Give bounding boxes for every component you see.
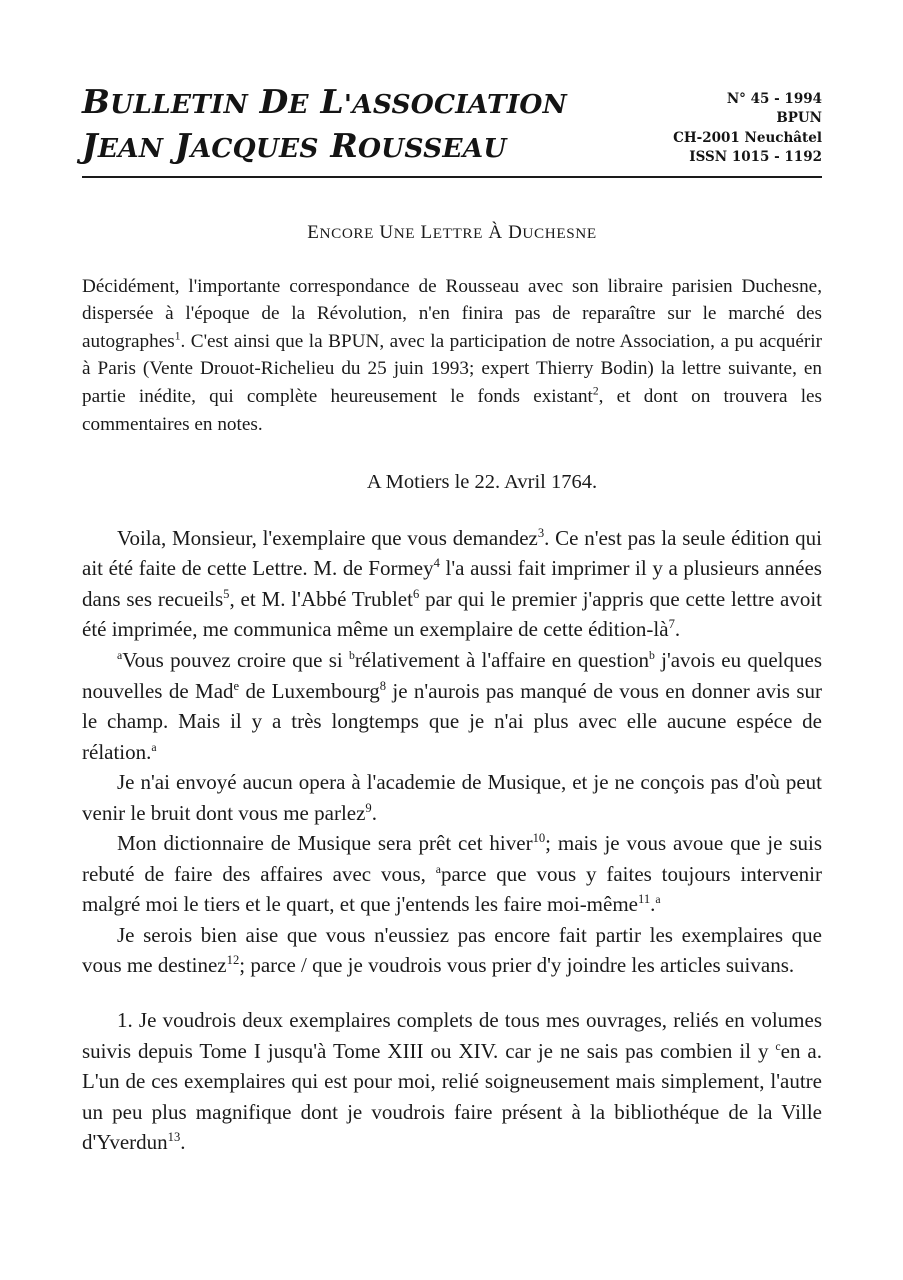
p6-text-b: en a. L'un de ces exemplaires qui est pour moi, relié soigneusement mais simplement, l'autre un peu plus magnifique dont je voudrois faire présent à la bibliothéque de la Ville d'Yverdun [82,1038,822,1155]
footnote-marker-13: 13 [167,1130,181,1145]
letter-paragraph-4 [82,828,822,920]
variant-marker-a-open-2: a [435,862,441,876]
footnote-marker-3: 3 [537,525,545,540]
p5-text-a: Je serois bien aise que vous n'eussiez pas encore fait partir les exemplaires que vous me destinez [82,922,822,978]
p5-text-b: ; parce / que je voudrois vous prier d'y joindre les articles suivans. [239,953,795,978]
article-title: ENCORE UNE LETTRE À DUCHESNE [307,222,597,243]
p1-text-d: , et M. l'Abbé Trublet [229,586,413,611]
footnote-marker-2: 2 [592,385,599,398]
header-divider [82,176,822,178]
issn: ISSN 1015 - 1192 [689,149,822,166]
variant-marker-b-open: b [348,648,355,662]
p1-text-c: l'a aussi fait imprimer il y a plusieurs années dans ses recueils [82,556,822,611]
p3-text-b: . [371,800,377,825]
p4-text-b: ; mais je vous avoue que je suis rebuté de faire des affaires avec vous, [82,831,822,886]
letter-paragraph-5 [82,920,822,981]
masthead [82,80,822,168]
variant-marker-a-open: a [117,648,123,662]
p6-text-a: 1. Je voudrois deux exemplaires complets de tous mes ouvrages, reliés en volumes suivis depuis Tome I jusqu'à Tome XIII ou XIV. car je ne sais pas combien il y [82,1007,822,1063]
variant-marker-c: c [775,1039,781,1053]
p4-text-c: parce que vous y faites toujours intervenir malgré moi le tiers et le quart, et que j'entends les faire moi-même [82,861,823,917]
p1-text-f: . [674,617,681,642]
footnote-marker-11: 11 [638,892,651,907]
intro-text-part-3: , et dont on trouvera les commentaires en notes. [82,385,823,435]
article-body [82,222,822,1158]
letter-paragraph-6 [82,1005,822,1158]
intro-text-part-2: . C'est ainsi que la BPUN, avec la participation de notre Association, a pu acquérir à Paris (Vente Drouot-Richelieu du 25 juin 1993; expert Thierry Bodin) la lettre suivante, en partie inédite, qui complète heureusement le fonds existant [82,330,822,407]
p1-text-b: . Ce n'est pas la seule édition qui ait été faite de cette Lettre. M. de Formey [82,525,822,581]
p4-text-a: Mon dictionnaire de Musique sera prêt cet hiver [117,831,533,856]
footnote-marker-5: 5 [223,586,230,601]
letter-paragraph-3 [82,767,822,828]
letter-dateline: A Motiers le 22. Avril 1764. [366,471,598,494]
footnote-marker-12: 12 [226,953,240,968]
editorial-introduction [82,273,822,438]
journal-title [82,80,567,167]
journal-title-line-2: JEAN JACQUES ROUSSEAU [82,125,507,165]
intro-text-part-1: Décidément, l'importante correspondance de Rousseau avec son libraire parisien Duchesne, dispersée à l'époque de la Révolution, n'en finira pas de reparaître sur le marché des autographes [82,275,822,352]
variant-marker-a-close-2: a [655,893,661,907]
letter-paragraph-2 [82,645,822,767]
masthead-meta [673,80,822,168]
p2-text-d: de Luxembourg [239,678,380,703]
journal-title-line-1: BULLETIN DE L'ASSOCIATION [82,82,567,121]
variant-marker-b-close: b [649,648,655,662]
issue-number: N° 45 - 1994 [726,91,822,107]
p2-text-b: rélativement à l'affaire en question [354,647,650,672]
p2-text-a: Vous pouvez croire que si [122,647,349,672]
letter-text [82,523,822,1158]
letter-paragraph-1 [82,523,822,645]
abbreviation-superscript-e: e [233,678,240,693]
footnote-marker-6: 6 [412,586,420,601]
footnote-marker-1: 1 [174,330,181,343]
variant-marker-a-close: a [151,740,157,754]
footnote-marker-8: 8 [379,678,387,693]
p6-text-c: . [180,1130,186,1155]
p4-text-d: . [650,892,656,917]
footnote-marker-10: 10 [532,831,546,846]
p2-text-e: je n'aurois pas manqué de vous en donner avis sur le champ. Mais il y a très longtemps que je n'ai plus avec elle aucune espéce de rélation. [82,678,822,764]
p3-text-a: Je n'ai envoyé aucun opera à l'academie de Musique, et je ne conçois pas d'où peut venir le bruit dont vous me parlez [82,770,822,825]
footnote-marker-7: 7 [668,617,675,632]
footnote-marker-9: 9 [365,800,372,815]
publisher-abbrev: BPUN [776,110,822,127]
footnote-marker-4: 4 [433,556,440,571]
p1-text-e: par qui le premier j'appris que cette lettre avoit été imprimée, me communica même un exemplaire de cette édition-là [82,586,822,642]
p1-text-a: Voila, Monsieur, l'exemplaire que vous demandez [117,525,538,550]
p2-text-c: j'avois eu quelques nouvelles de Mad [82,647,822,703]
publisher-address: CH-2001 Neuchâtel [673,129,822,146]
